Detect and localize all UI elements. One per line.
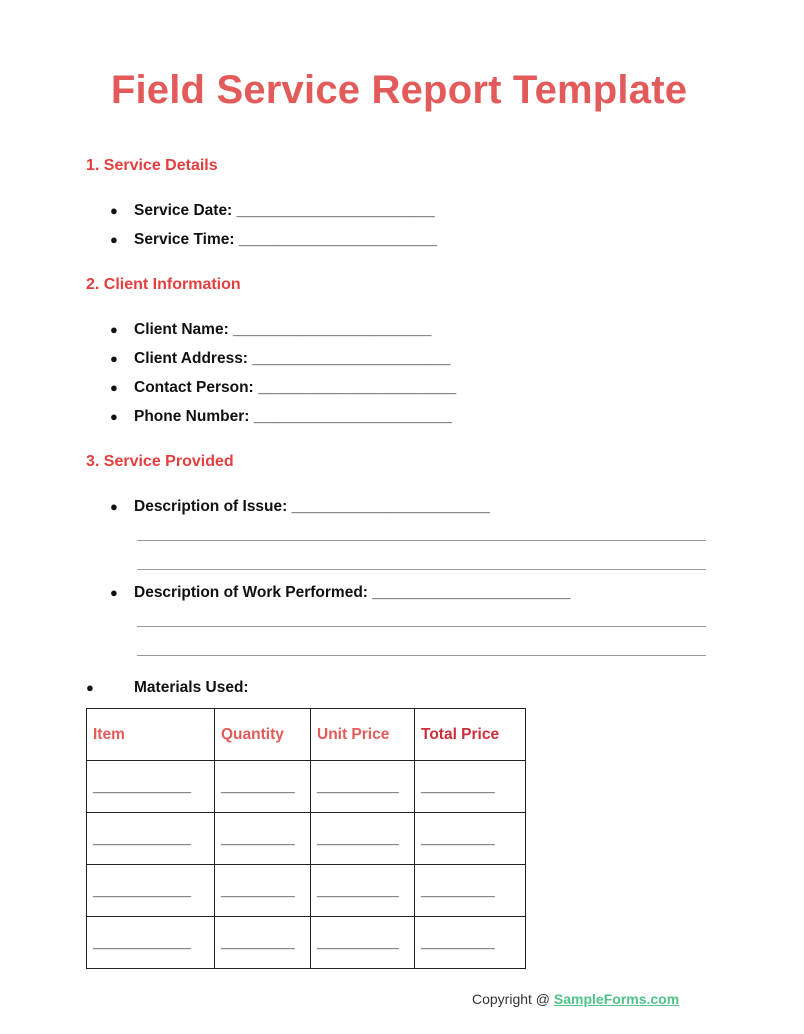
field-label: Service Date: _______________________ (134, 202, 435, 219)
page-title: Field Service Report Template (110, 68, 688, 112)
field-description-of-issue (110, 498, 490, 516)
table-cell: _________ (415, 917, 526, 969)
table-cell: __________ (311, 865, 415, 917)
table-cell: _________ (215, 865, 311, 917)
field-label: Client Address: _______________________ (134, 350, 451, 367)
issue-writing-line (137, 540, 706, 541)
bullet-icon: ● (110, 203, 118, 218)
materials-label: Materials Used: (134, 679, 249, 696)
table-cell: __________ (311, 813, 415, 865)
work-writing-line (137, 626, 706, 627)
bullet-icon: ● (110, 585, 118, 600)
field-label: Phone Number: _______________________ (134, 408, 452, 425)
table-row (87, 813, 526, 865)
table-cell: _________ (415, 813, 526, 865)
bullet-icon: ● (110, 232, 118, 247)
bullet-icon: ● (110, 409, 118, 424)
table-cell: __________ (311, 917, 415, 969)
table-cell: _________ (415, 761, 526, 813)
copyright-footer (472, 991, 679, 1007)
column-header-quantity: Quantity (215, 709, 311, 761)
table-cell: _________ (215, 813, 311, 865)
work-writing-line (137, 655, 706, 656)
field-label: Contact Person: _______________________ (134, 379, 457, 396)
field-label: Client Name: _______________________ (134, 321, 432, 338)
bullet-icon: ● (86, 680, 94, 695)
bullet-icon: ● (110, 499, 118, 514)
field-client-address (110, 350, 451, 368)
bullet-icon: ● (110, 351, 118, 366)
materials-table (86, 708, 526, 969)
field-client-name (110, 321, 431, 339)
table-row (87, 865, 526, 917)
table-header-row (87, 709, 526, 761)
table-cell: _________ (215, 761, 311, 813)
section-heading-service-details: 1. Service Details (86, 157, 218, 174)
column-header-item: Item (87, 709, 215, 761)
table-cell: _________ (415, 865, 526, 917)
field-contact-person (110, 379, 456, 397)
field-label: Service Time: _______________________ (134, 231, 438, 248)
copyright-text: Copyright @ (472, 991, 554, 1007)
bullet-icon: ● (110, 380, 118, 395)
field-service-time (110, 231, 437, 249)
sampleforms-link[interactable]: SampleForms.com (553, 991, 680, 1007)
field-label: Description of Work Performed: _______________________ (134, 584, 571, 601)
materials-used-label (86, 679, 249, 697)
section-heading-client-information: 2. Client Information (86, 276, 241, 293)
column-header-unit-price: Unit Price (311, 709, 415, 761)
bullet-icon: ● (110, 322, 118, 337)
field-service-date (110, 202, 435, 220)
field-label: Description of Issue: _______________________ (134, 498, 490, 515)
table-cell: ____________ (87, 865, 215, 917)
column-header-total-price: Total Price (415, 709, 526, 761)
table-cell: ____________ (87, 917, 215, 969)
table-row (87, 761, 526, 813)
table-cell: _________ (215, 917, 311, 969)
field-phone-number (110, 408, 452, 426)
table-cell: ____________ (87, 813, 215, 865)
table-cell: __________ (311, 761, 415, 813)
section-heading-service-provided: 3. Service Provided (86, 453, 234, 470)
issue-writing-line (137, 569, 706, 570)
table-row (87, 917, 526, 969)
table-cell: ____________ (87, 761, 215, 813)
field-description-of-work (110, 584, 571, 602)
